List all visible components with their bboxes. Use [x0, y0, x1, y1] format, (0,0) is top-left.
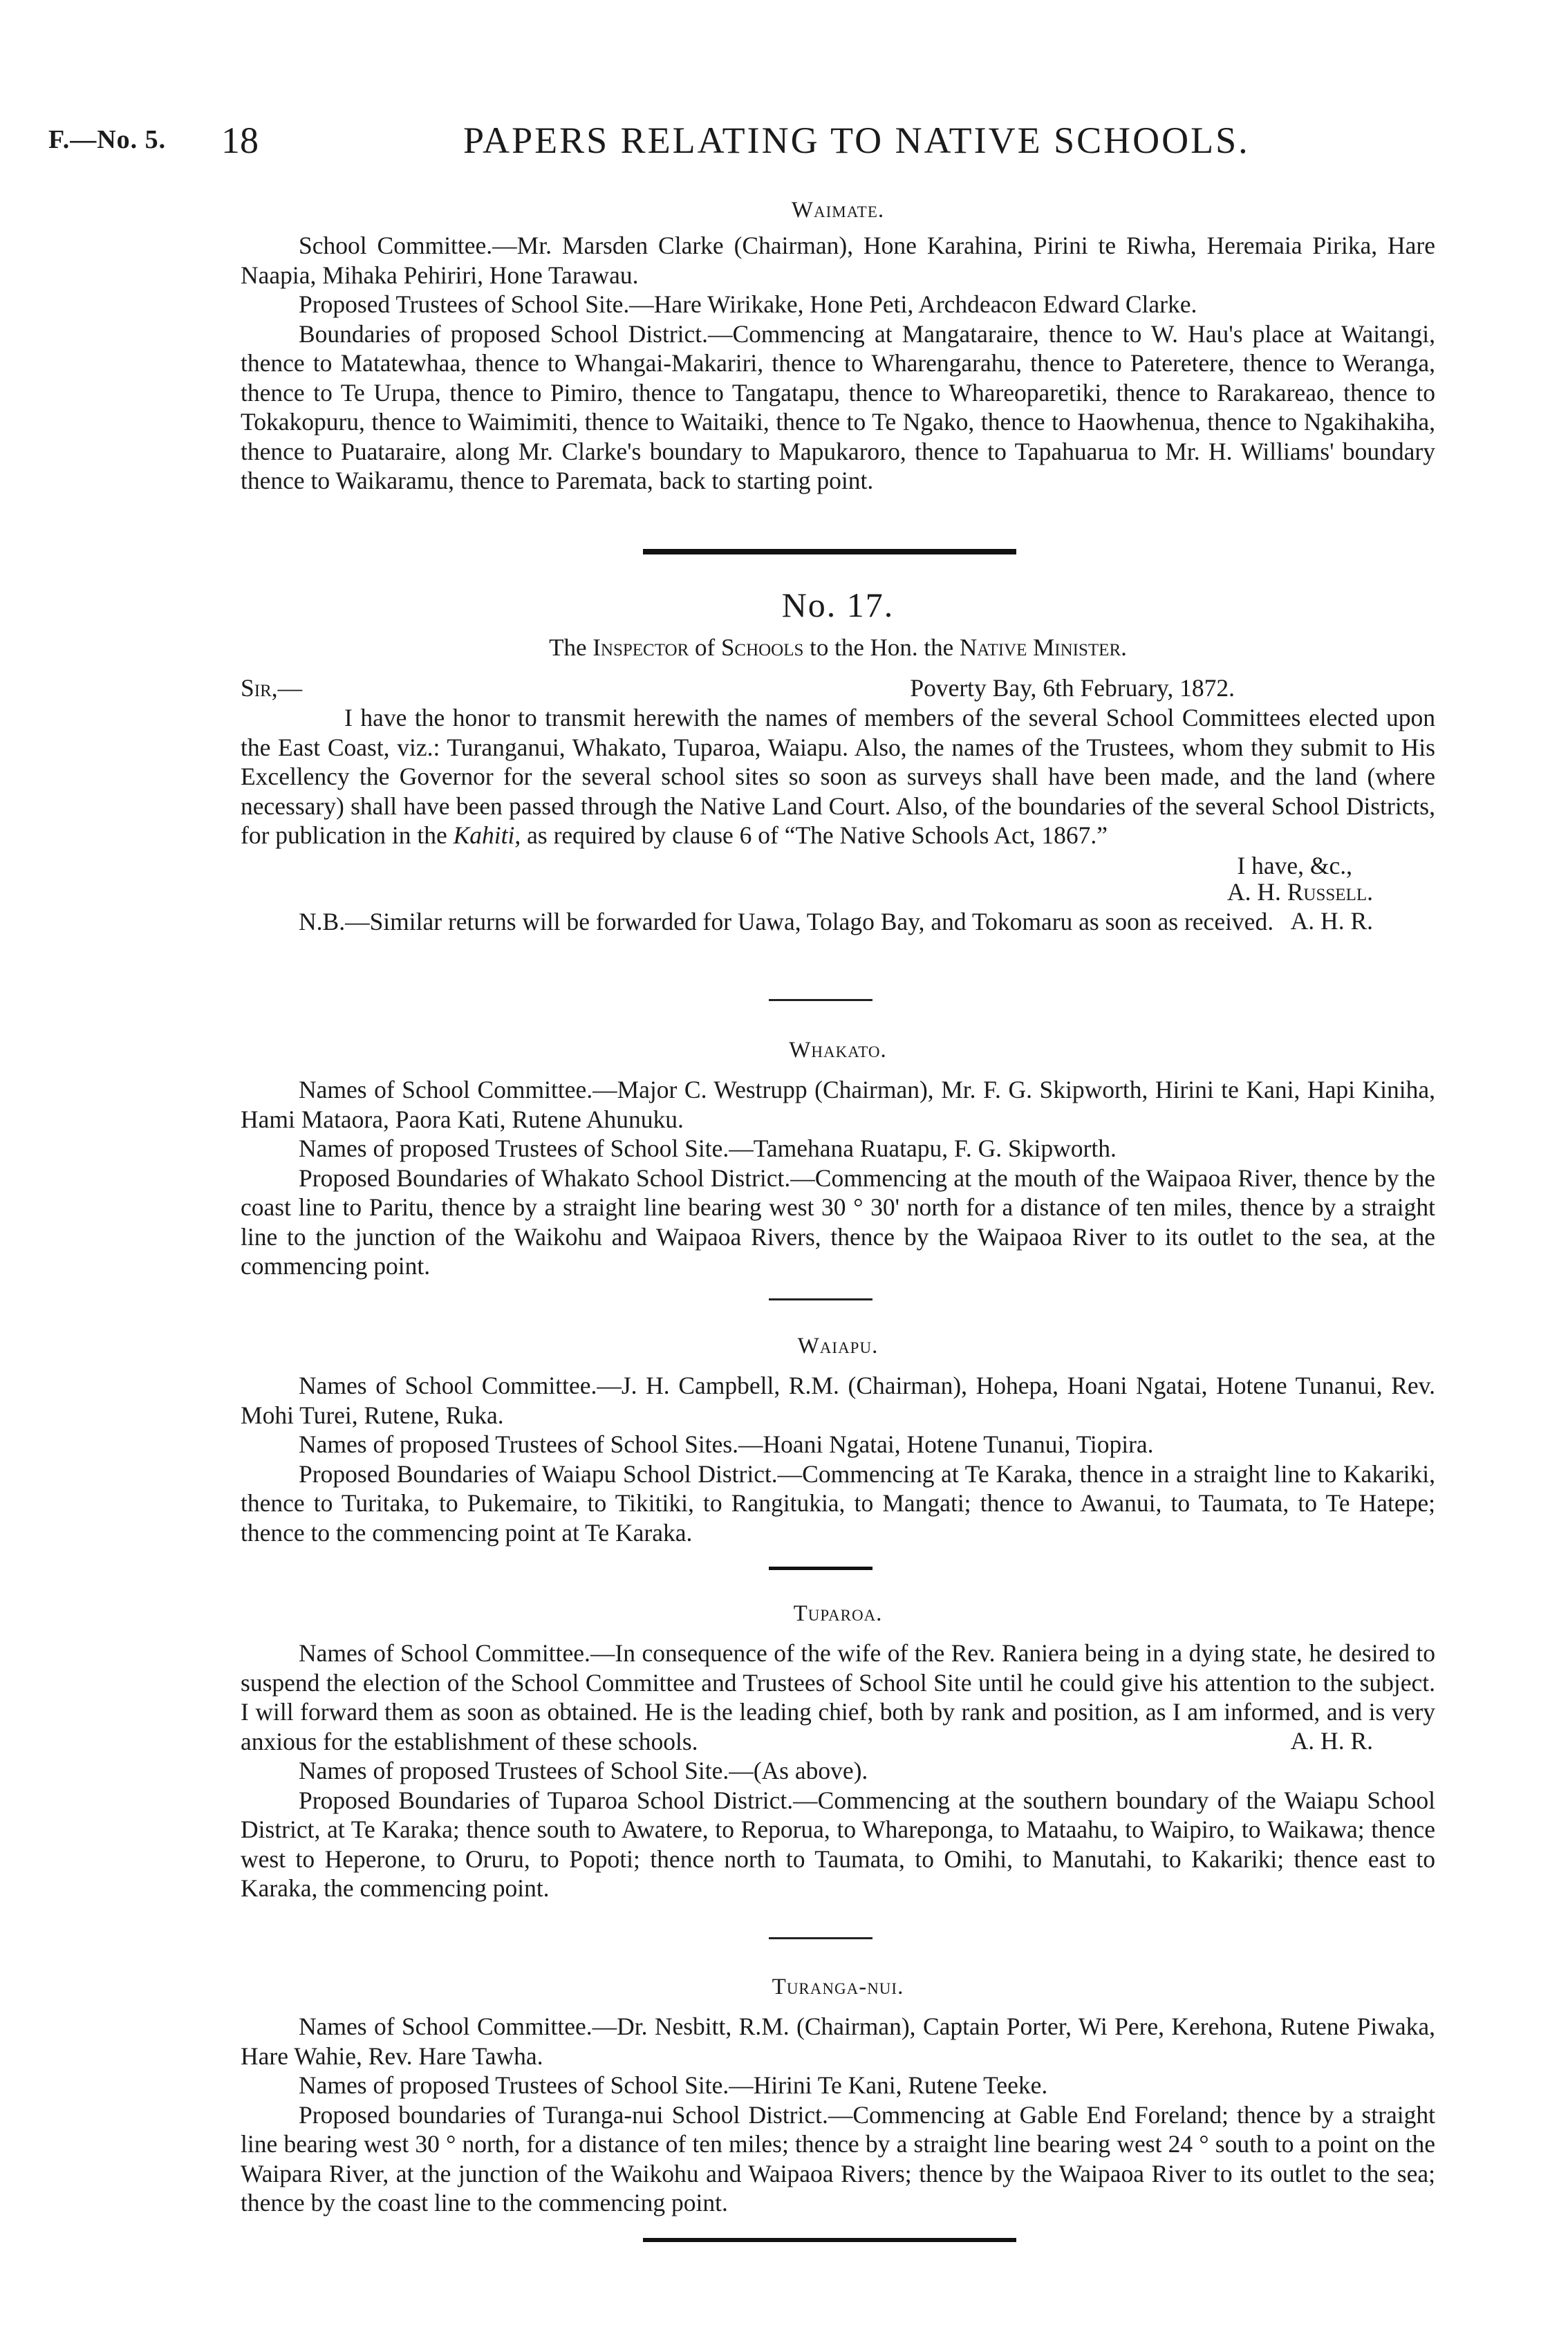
- closing: I have, &c.,: [1237, 851, 1352, 879]
- nb-initials-row: [241, 906, 1435, 936]
- boundaries-paragraph: Proposed Boundaries of Waiapu School District.—Commencing at Te Karaka, thence in a straight line to Kakariki, thence to Turitaka, to Pukemaire, to Tikitiki, to Rangitukia, to Mangati; thence to Awanui, to Taumata, to Te Hatepe; thence to the commencing point at Te Karaka.: [241, 1459, 1435, 1547]
- boundaries-paragraph: Proposed boundaries of Turanga-nui School District.—Commencing at Gable End Foreland; thence by a straight line bearing west 30 ° north, for a distance of ten miles; thence by a straight line bearing west 24 ° south to a point on the Waipara River, at the junction of the Waikohu and Waipaoa Rivers; thence by the Waipaoa River to its outlet to the sea; thence by the coast line to the commencing point.: [241, 2100, 1435, 2216]
- subtitle-text: Native Minister.: [959, 634, 1127, 661]
- letter-no-17: [241, 584, 1435, 936]
- subtitle-text: The: [549, 634, 593, 661]
- subtitle-text: of: [689, 634, 721, 661]
- end-divider: [643, 2238, 1016, 2242]
- committee-paragraph: School Committee.—Mr. Marsden Clarke (Chairman), Hone Karahina, Pirini te Riwha, Heremaia Pirika, Hare Naapia, Mihaka Pehiriri, Hone Tarawau.: [241, 232, 1435, 289]
- salutation: Sir,—: [241, 674, 303, 702]
- signature-row: [241, 877, 1435, 907]
- section-heading: Turanga-nui.: [772, 1975, 904, 1999]
- section-divider: [769, 1937, 872, 1939]
- document-number: No. 17.: [781, 586, 895, 624]
- committee-paragraph: Names of School Committee.—J. H. Campbell, R.M. (Chairman), Hohepa, Hoani Ngatai, Hotene Tunanui, Rev. Mohi Turei, Rutene, Ruka.: [241, 1372, 1435, 1429]
- trustees-paragraph: Names of proposed Trustees of School Site.—(As above).: [299, 1757, 868, 1784]
- section-heading: Tuparoa.: [793, 1601, 883, 1626]
- letter-body-text: , as required by clause 6 of “The Native Schools Act, 1867.”: [514, 821, 1108, 849]
- nb-paragraph: N.B.—Similar returns will be forwarded for Uawa, Tolago Bay, and Tokomaru as soon as received.: [299, 907, 1274, 935]
- page-title: PAPERS RELATING TO NATIVE SCHOOLS.: [463, 120, 1250, 161]
- section-turanga-nui: [241, 1972, 1435, 2218]
- letter-body-text: I have the honor to transmit herewith the names of members of the several School Committees elected upon the East Coast, viz.: Turanganui, Whakato, Tuparoa, Waiapu. Also, the names of the Trustees, whom they submit to His Excellency the Governor for the several school sites so soon as surveys shall have been made, and the land (where necessary) shall have been passed through the Native Land Court. Also, of the boundaries of the several School Districts, for publication in the: [241, 704, 1435, 849]
- salutation-row: [241, 673, 1435, 703]
- section-divider: [769, 999, 872, 1001]
- section-whakato: [241, 1035, 1435, 1281]
- place-date: Poverty Bay, 6th February, 1872.: [910, 674, 1235, 702]
- section-waiapu: [241, 1331, 1435, 1547]
- boundaries-paragraph: Proposed Boundaries of Whakato School District.—Commencing at the mouth of the Waipaoa River, thence by the coast line to Paritu, thence by a straight line bearing west 30 ° 30' north for a distance of ten miles, thence by a straight line to the junction of the Waikohu and Waipaoa Rivers, thence by the Waipaoa River to its outlet to the sea, at the commencing point.: [241, 1164, 1435, 1280]
- trustees-paragraph: Names of proposed Trustees of School Site.—Hirini Te Kani, Rutene Teeke.: [299, 2071, 1048, 2099]
- subtitle-text: Schools: [720, 634, 804, 661]
- nb-initials: A. H. R.: [1290, 907, 1373, 935]
- boundaries-paragraph: Boundaries of proposed School District.—Commencing at Mangataraire, thence to W. Hau's place at Waitangi, thence to Matatewhaa, thence to Whangai-Makariri, thence to Wharengarahu, thence to Pateretere, thence to Weranga, thence to Te Urupa, thence to Pimiro, thence to Tangatapu, thence to Whareoparetiki, thence to Rarakareao, thence to Tokakopuru, thence to Waimimiti, thence to Waitaiki, thence to Te Ngako, thence to Haowhenua, thence to Ngakihakiha, thence to Puataraire, along Mr. Clarke's boundary to Mapukaroro, thence to Tapahuarua to Mr. H. Williams' boundary thence to Waikaramu, thence to Paremata, back to starting point.: [241, 319, 1435, 494]
- document-reference: F.—No. 5.: [48, 125, 167, 154]
- subtitle-text: to the Hon. the: [803, 634, 960, 661]
- section-divider: [769, 1298, 872, 1300]
- section-divider: [769, 1567, 872, 1570]
- boundaries-paragraph: Proposed Boundaries of Tuparoa School District.—Commencing at the southern boundary of the Waiapu School District, at Te Karaka; thence south to Awatere, to Reporua, to Whareponga, to Mataahu, to Waipiro, to Waikawa; thence west to Heperone, to Oruru, to Popoti; thence north to Taumata, to Omihi, to Manutahi, to Kakariki; thence east to Karaka, the commencing point.: [241, 1786, 1435, 1902]
- committee-paragraph: Names of School Committee.—Major C. Westrupp (Chairman), Mr. F. G. Skipworth, Hirini te Kani, Hapi Kiniha, Hami Mataora, Paora Kati, Rutene Ahunuku.: [241, 1076, 1435, 1133]
- subtitle-text: Inspector: [592, 634, 689, 661]
- initials-row: [241, 1726, 1435, 1756]
- committee-paragraph: Names of School Committee.—Dr. Nesbitt, R.M. (Chairman), Captain Porter, Wi Pere, Kerehona, Rutene Piwaka, Hare Wahie, Rev. Hare Tawha.: [241, 2013, 1435, 2070]
- kahiti-title: Kahiti: [453, 821, 515, 849]
- initials: A. H. R.: [1290, 1727, 1373, 1755]
- letter-body: [241, 703, 1435, 850]
- trustees-paragraph: Names of proposed Trustees of School Site.—Tamehana Ruatapu, F. G. Skipworth.: [299, 1135, 1117, 1162]
- signature: A. H. Russell.: [1226, 877, 1373, 906]
- letter-subtitle: [241, 633, 1435, 663]
- section-divider: [643, 549, 1016, 554]
- section-heading: Waiapu.: [797, 1334, 879, 1359]
- committee-paragraph: Names of School Committee.—In consequence of the wife of the Rev. Raniera being in a dying state, he desired to suspend the election of the School Committee and Trustees of School Site until he could give his attention to the subject. I will forward them as soon as obtained. He is the leading chief, both by rank and position, as I am informed, and is very anxious for the establishment of these schools.: [241, 1639, 1435, 1755]
- trustees-paragraph: Names of proposed Trustees of School Sites.—Hoani Ngatai, Hotene Tunanui, Tiopira.: [299, 1430, 1154, 1458]
- section-waimate: [241, 195, 1435, 496]
- section-heading: Waimate.: [791, 198, 885, 223]
- section-heading: Whakato.: [789, 1038, 887, 1063]
- section-tuparoa: [241, 1598, 1435, 1903]
- trustees-paragraph: Proposed Trustees of School Site.—Hare Wirikake, Hone Peti, Archdeacon Edward Clarke.: [299, 290, 1197, 318]
- page-number: 18: [221, 120, 259, 161]
